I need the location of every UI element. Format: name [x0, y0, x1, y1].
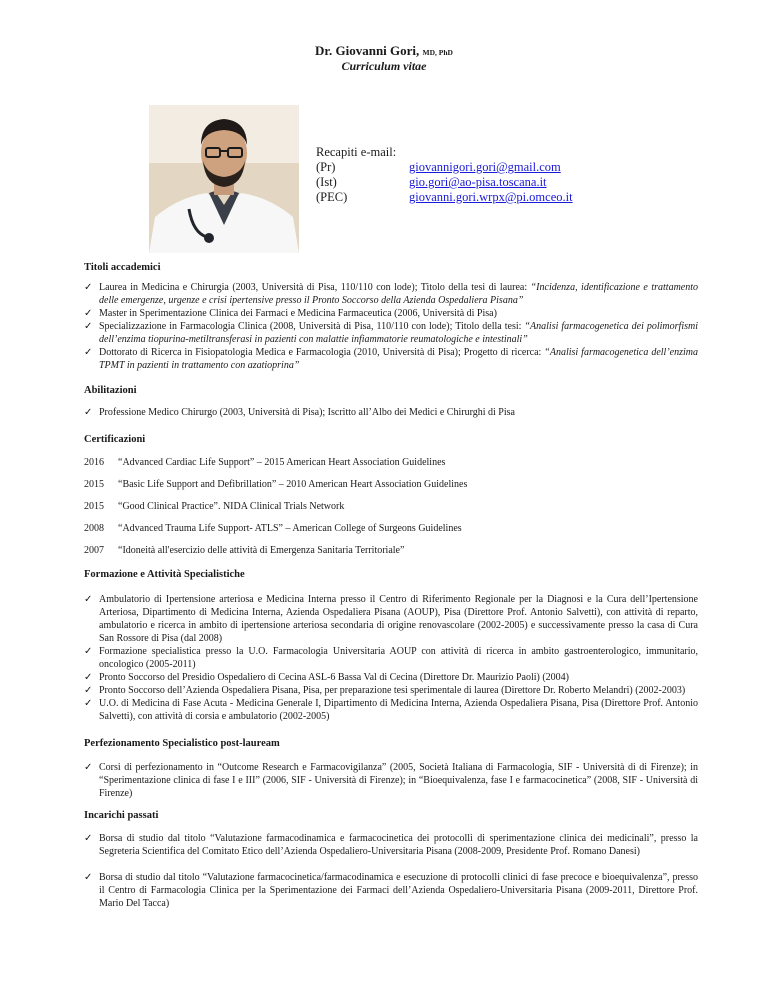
- cert-text: “Advanced Trauma Life Support- ATLS” – American College of Surgeons Guidelines: [118, 523, 462, 534]
- contact-label: (Pr): [316, 160, 336, 174]
- check-icon: ✓: [84, 672, 93, 683]
- cert-year: 2008: [84, 523, 104, 534]
- item-text: Dottorato di Ricerca in Fisiopatologia Medica e Farmacologia (2010, Università di Pisa); Progetto di ricerca:: [99, 347, 545, 358]
- cert-year: 2015: [84, 479, 104, 490]
- list-item: [84, 684, 698, 697]
- formazione-list: [84, 593, 698, 723]
- contacts-title: Recapiti e-mail:: [316, 145, 397, 159]
- item-text: Master in Sperimentazione Clinica dei Farmaci e Medicina Farmaceutica (2006, Università di Pisa): [99, 308, 497, 319]
- list-item: [84, 761, 698, 800]
- list-item: [84, 871, 698, 910]
- list-item: [84, 320, 698, 346]
- cert-text: “Basic Life Support and Defibrillation” – 2010 American Heart Association Guidelines: [118, 479, 468, 490]
- list-item: [84, 307, 698, 320]
- item-italic: “Analisi farmacogenetica dei polimorfismi dell’enzima tiopurina-metiltransferasi in pazienti con malattie infiammatorie reumatologiche e intestinali”: [99, 321, 698, 345]
- check-icon: ✓: [84, 407, 93, 418]
- contact-row: [316, 190, 573, 205]
- check-icon: ✓: [84, 594, 93, 605]
- contact-label: (PEC): [316, 190, 348, 204]
- check-icon: ✓: [84, 646, 93, 657]
- list-item: [84, 593, 698, 645]
- list-item: [84, 645, 698, 671]
- item-italic: “Incidenza, identificazione e trattamento delle emergenze, urgenze e crisi ipertensive presso il Pronto Soccorso della Azienda Ospedaliera Pisana”: [99, 282, 699, 306]
- list-item: [84, 832, 698, 858]
- contacts-block: [316, 145, 573, 205]
- item-text: U.O. di Medicina di Fase Acuta - Medicina Generale I, Dipartimento di Medicina Interna, Azienda Ospedaliera Pisana, Pisa (Direttore Prof. Antonio Salvetti), con attività di corsia e ambulatorio (2002-2005): [99, 698, 698, 722]
- item-text: Laurea in Medicina e Chirurgia (2003, Università di Pisa, 110/110 con lode); Titolo della tesi di laurea:: [99, 282, 531, 293]
- item-text: Formazione specialistica presso la U.O. Farmacologia Universitaria AOUP con attività di ricerca in ambito gastroenterologico, immunitario, oncologico (2005-2011): [99, 646, 698, 670]
- email-link-institutional[interactable]: gio.gori@ao-pisa.toscana.it: [409, 175, 547, 189]
- email-link-personal[interactable]: giovannigori.gori@gmail.com: [409, 160, 561, 174]
- list-item: [84, 697, 698, 723]
- list-item: [84, 346, 698, 372]
- cert-row: [84, 456, 698, 469]
- item-text: Specializzazione in Farmacologia Clinica (2008, Università di Pisa, 110/110 con lode); Titolo della tesi:: [99, 321, 525, 332]
- abilitazioni-list: [84, 406, 698, 419]
- profile-photo: [149, 105, 299, 253]
- cert-text: “Idoneità all'esercizio delle attività di Emergenza Sanitaria Territoriale”: [118, 545, 405, 556]
- item-text: Borsa di studio dal titolo “Valutazione farmacocinetica/farmacodinamica e esecuzione di protocolli clinici di fase precoce e bioequivalenza”, presso il Centro di Farmacologia Clinica per la Sperimentazione dei Farmaci dell’Azienda Ospedaliero-Universitaria Pisana (2009-2011, Direttore Prof. Mario Del Tacca): [99, 872, 698, 909]
- check-icon: ✓: [84, 282, 93, 293]
- header: [0, 44, 768, 73]
- cert-year: 2007: [84, 545, 104, 556]
- incarichi-list: [84, 832, 698, 910]
- cv-content: [84, 261, 698, 910]
- list-item: [84, 281, 698, 307]
- check-icon: ✓: [84, 872, 93, 883]
- email-link-pec[interactable]: giovanni.gori.wrpx@pi.omceo.it: [409, 190, 573, 204]
- certificazioni-table: [84, 456, 698, 557]
- cert-text: “Advanced Cardiac Life Support” – 2015 American Heart Association Guidelines: [118, 457, 446, 468]
- check-icon: ✓: [84, 685, 93, 696]
- item-text: Professione Medico Chirurgo (2003, Università di Pisa); Iscritto all’Albo dei Medici e Chirurghi di Pisa: [99, 407, 515, 418]
- contact-row: [316, 175, 573, 190]
- degrees: MD, PhD: [422, 48, 453, 57]
- item-text: Pronto Soccorso dell’Azienda Ospedaliera Pisana, Pisa, per preparazione tesi sperimentale di laurea (Direttore Dr. Roberto Melandri) (2002-2003): [99, 685, 686, 696]
- cert-row: [84, 522, 698, 535]
- cert-text: “Good Clinical Practice”. NIDA Clinical Trials Network: [118, 501, 345, 512]
- item-text: Ambulatorio di Ipertensione arteriosa e Medicina Interna presso il Centro di Riferimento Regionale per la Diagnosi e la Cura dell’Ipertensione Arteriosa, Dipartimento di Medicina Interna, Azienda Ospedaliera Pisana (AOUP), Pisa (Direttore Prof. Antonio Salvetti), con attività di reparto, ambulatorio e ricerca in ambito di ipertensione arteriosa secondaria di origine renovascolare (2002-2005) e successivamente presso la casa di Cura San Rossore di Pisa (dal 2008): [99, 594, 698, 644]
- check-icon: ✓: [84, 347, 93, 358]
- contact-label: (Ist): [316, 175, 337, 189]
- contact-row: [316, 160, 573, 175]
- titoli-list: [84, 281, 698, 372]
- section-title-formazione: Formazione e Attività Specialistiche: [84, 569, 245, 580]
- list-item: [84, 406, 698, 419]
- cert-row: [84, 478, 698, 491]
- check-icon: ✓: [84, 762, 93, 773]
- list-item: [84, 671, 698, 684]
- cert-year: 2015: [84, 501, 104, 512]
- item-italic: “Analisi farmacogenetica dell’enzima TPMT in pazienti in trattamento con azatioprina”: [99, 347, 698, 371]
- check-icon: ✓: [84, 833, 93, 844]
- cv-subtitle: Curriculum vitae: [341, 59, 427, 73]
- cert-row: [84, 500, 698, 513]
- section-title-titoli: Titoli accademici: [84, 262, 161, 273]
- item-text: Borsa di studio dal titolo “Valutazione farmacodinamica e farmacocinetica dei protocolli di sperimentazione clinica dei medicinali”, presso la Segreteria Scientifica del Comitato Etico dell’Azienda Ospedaliero-Universitaria Pisana (2008-2009, Presidente Prof. Romano Danesi): [99, 833, 698, 857]
- item-text: Pronto Soccorso del Presidio Ospedaliero di Cecina ASL-6 Bassa Val di Cecina (Direttore Dr. Maurizio Paoli) (2004): [99, 672, 569, 683]
- item-text: Corsi di perfezionamento in “Outcome Research e Farmacovigilanza” (2005, Società Italiana di Farmacologia, SIF - Università di di Firenze); in “Sperimentazione clinica di fase I e III” (2006, SIF - Università di Firenze); in “Bioequivalenza, fase I e farmacocinetica” (2008, SIF - Università di Firenze): [99, 762, 698, 799]
- name-text: Dr. Giovanni Gori,: [315, 43, 420, 58]
- perfezionamento-list: [84, 761, 698, 800]
- check-icon: ✓: [84, 308, 93, 319]
- check-icon: ✓: [84, 698, 93, 709]
- section-title-abilitazioni: Abilitazioni: [84, 385, 137, 396]
- cert-row: [84, 544, 698, 557]
- section-title-certificazioni: Certificazioni: [84, 434, 146, 445]
- section-title-perfezionamento: Perfezionamento Specialistico post-lauream: [84, 738, 280, 749]
- cert-year: 2016: [84, 457, 104, 468]
- doctor-name: [0, 44, 768, 60]
- check-icon: ✓: [84, 321, 93, 332]
- section-title-incarichi: Incarichi passati: [84, 810, 159, 821]
